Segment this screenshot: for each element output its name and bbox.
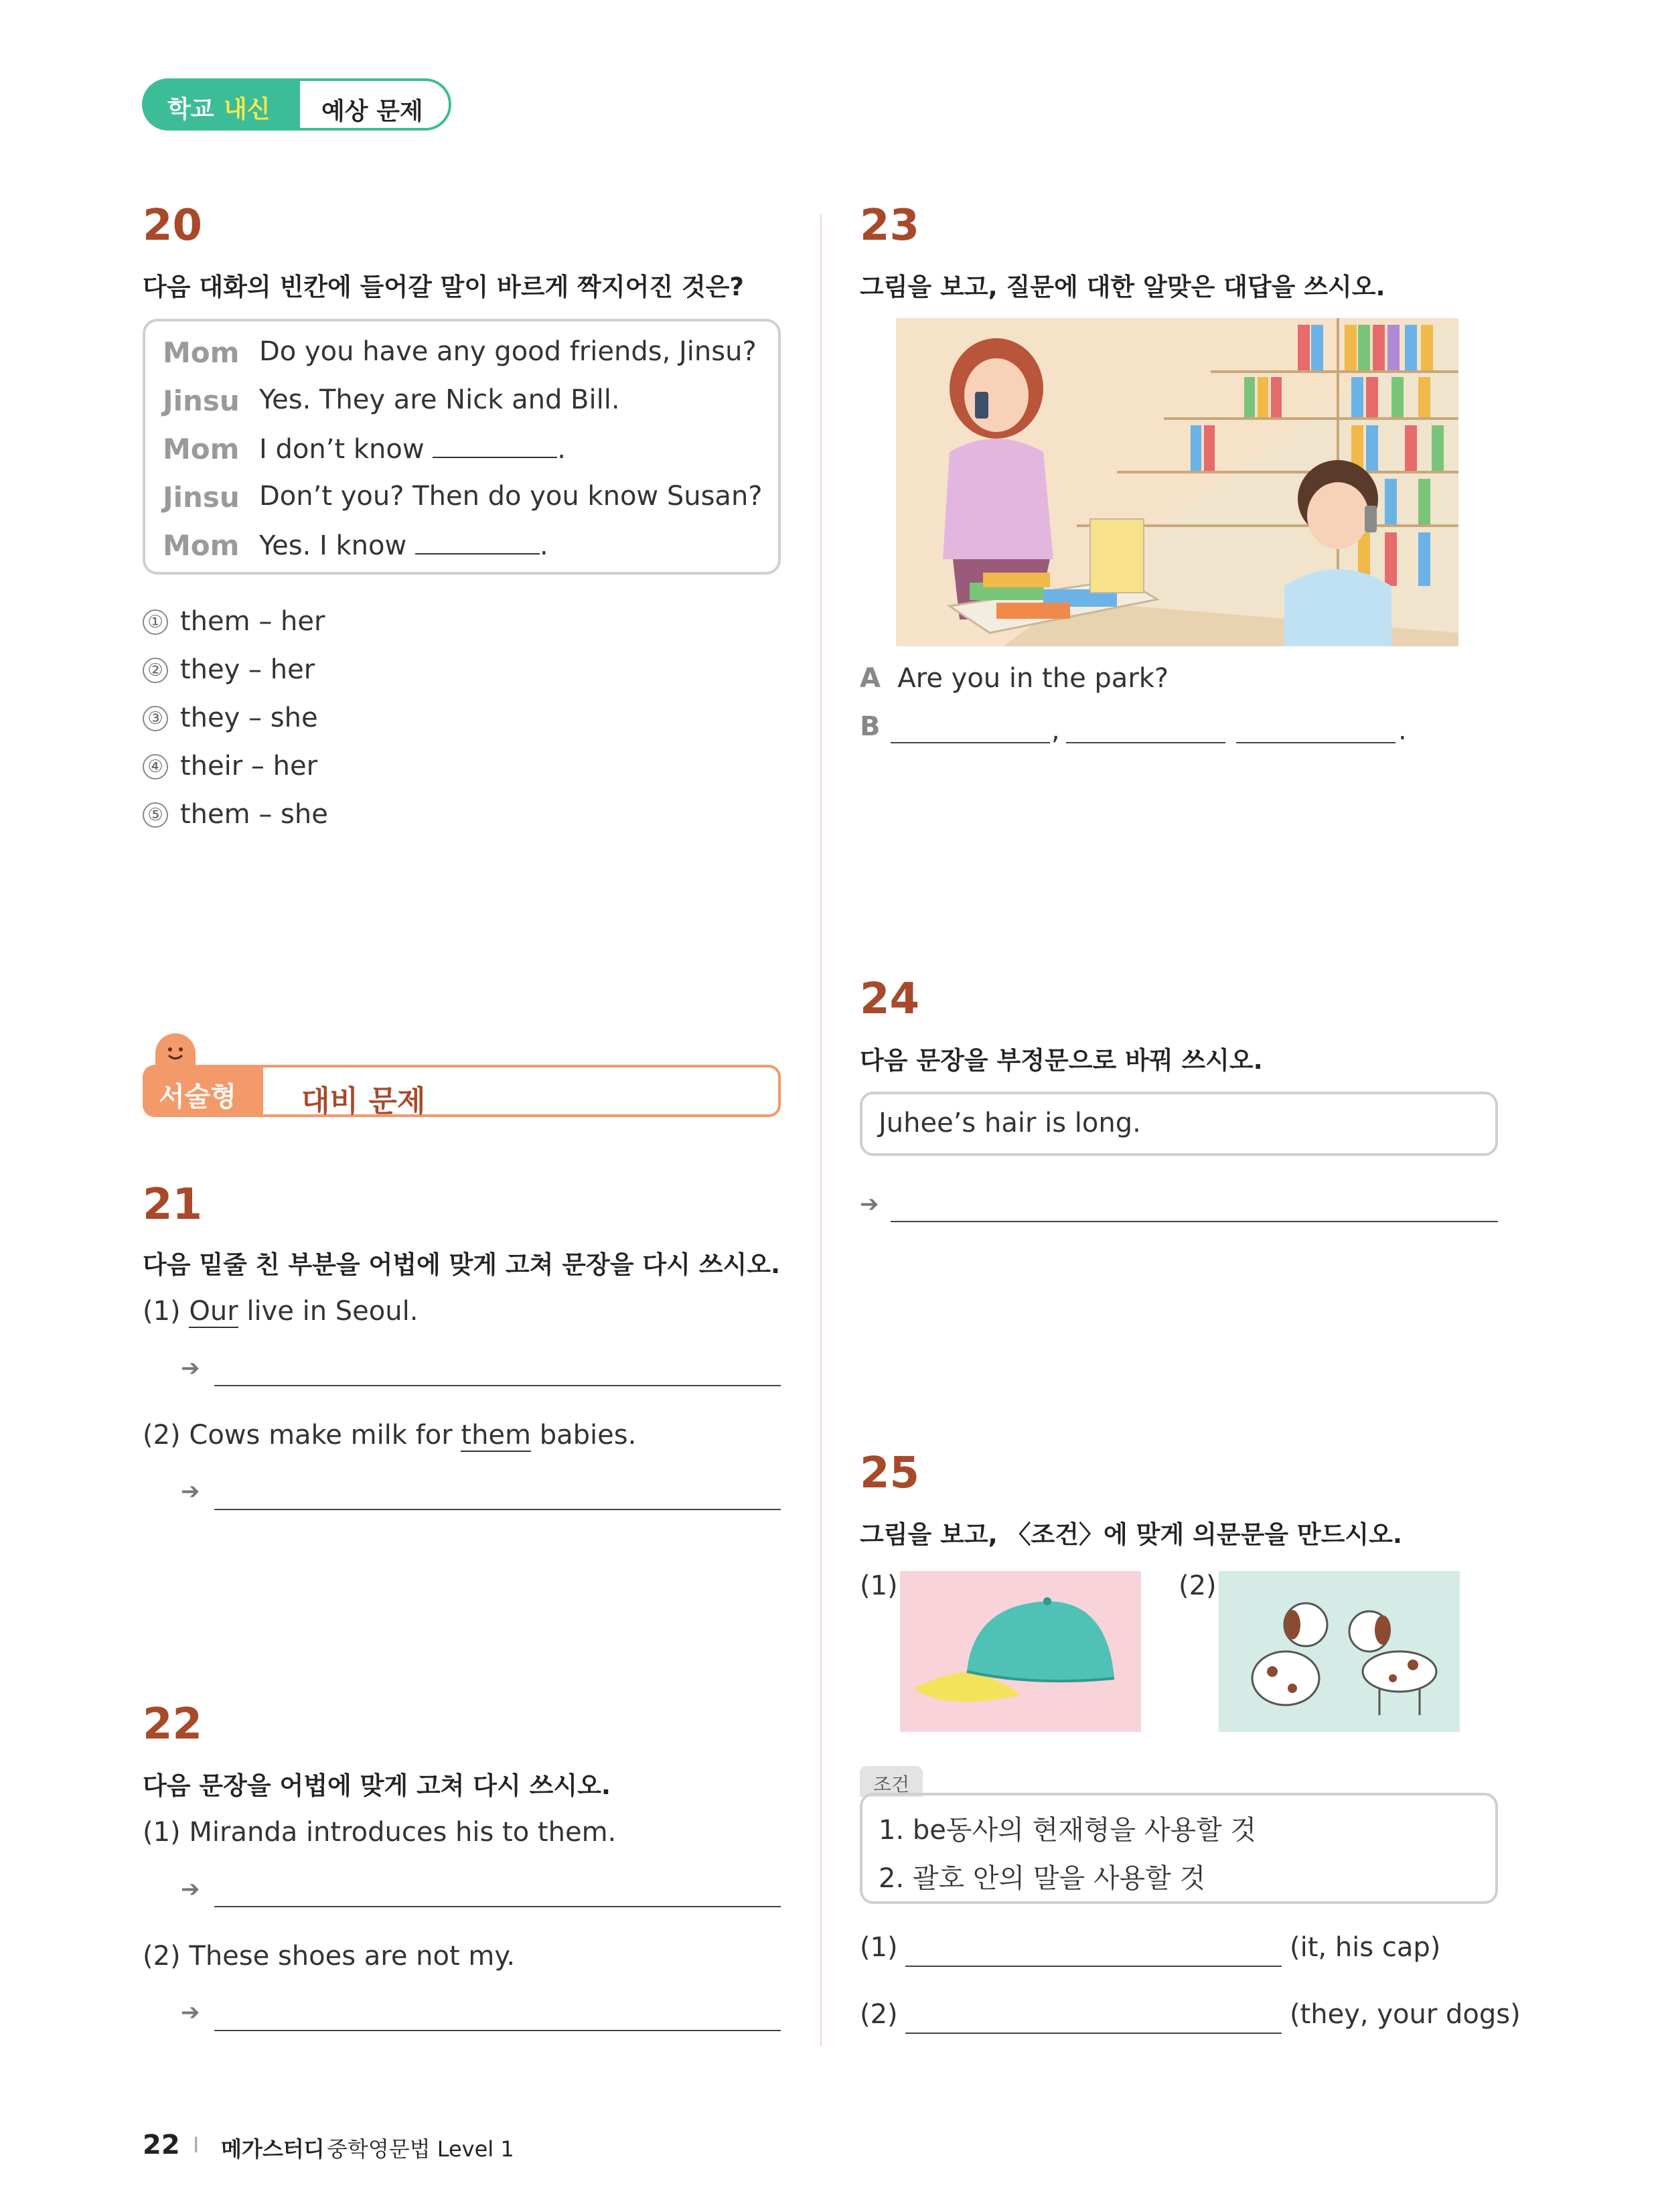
q24-prompt: 다음 문장을 부정문으로 바꿔 쓰시오. — [860, 1046, 1263, 1075]
q25-hint-1: (it, his cap) — [1290, 1932, 1441, 1963]
q22-number: 22 — [143, 1700, 203, 1749]
q23-answer-blank-2[interactable] — [1066, 742, 1225, 743]
header-school-label: 학교 — [167, 96, 214, 123]
q23-answer-blank-3[interactable] — [1236, 742, 1396, 743]
cap-illustration — [900, 1571, 1141, 1732]
condition-tab-label: 조건 — [873, 1773, 910, 1795]
q21-number: 21 — [143, 1180, 203, 1230]
q23-a-line: A Are you in the park? — [860, 663, 1169, 694]
q21-answer-line-1[interactable] — [214, 1385, 781, 1386]
q20-number: 20 — [143, 201, 203, 250]
q20-option-1[interactable]: ① them – her — [143, 606, 325, 637]
q23-number: 23 — [860, 201, 920, 250]
q20-line-4: Don’t you? Then do you know Susan? — [259, 481, 763, 512]
q25-answer-label-1: (1) — [860, 1932, 898, 1963]
q20-dialog-box — [143, 319, 781, 575]
q20-speaker-5: Mom — [163, 529, 240, 562]
header-tab-left — [142, 78, 300, 131]
q23-answer-blank-1[interactable] — [891, 742, 1050, 743]
footer-brand: 메가스터디 — [221, 2136, 325, 2162]
bookstore-illustration — [896, 318, 1458, 646]
arrow-icon: ➔ — [181, 1876, 200, 1903]
arrow-icon: ➔ — [181, 1478, 200, 1505]
q25-answer-line-1[interactable] — [905, 1966, 1282, 1967]
header-naesin-label: 내신 — [224, 96, 271, 123]
q20-prompt: 다음 대화의 빈칸에 들어갈 말이 바르게 짝지어진 것은? — [143, 273, 744, 301]
q20-option-4[interactable]: ④ their – her — [143, 751, 317, 782]
arrow-icon: ➔ — [181, 1355, 200, 1382]
q25-hint-2: (they, your dogs) — [1290, 1999, 1521, 2030]
q24-sentence: Juhee’s hair is long. — [879, 1108, 1141, 1138]
footer-separator: I — [193, 2132, 200, 2158]
q20-option-5[interactable]: ⑤ them – she — [143, 799, 328, 830]
descriptive-banner-tab — [143, 1065, 263, 1117]
q23-prompt: 그림을 보고, 질문에 대한 알맞은 대답을 쓰시오. — [860, 273, 1385, 301]
descriptive-banner — [252, 1065, 781, 1117]
column-divider — [820, 214, 822, 2046]
q21-answer-line-2[interactable] — [214, 1509, 781, 1510]
condition-box — [860, 1793, 1498, 1904]
descriptive-banner-title: 대비 문제 — [301, 1084, 426, 1118]
q20-line-1: Do you have any good friends, Jinsu? — [259, 336, 757, 367]
q24-answer-line[interactable] — [891, 1221, 1498, 1222]
q23-b-line: B — [860, 711, 881, 742]
q22-prompt: 다음 문장을 어법에 맞게 고쳐 다시 쓰시오. — [143, 1771, 611, 1800]
q20-option-2[interactable]: ② they – her — [143, 654, 315, 685]
page-number: 22 — [143, 2130, 180, 2160]
q25-prompt: 그림을 보고, 〈조건〉에 맞게 의문문을 만드시오. — [860, 1520, 1402, 1549]
arrow-icon: ➔ — [181, 1999, 200, 2026]
q22-answer-line-1[interactable] — [214, 1906, 781, 1907]
q22-answer-line-2[interactable] — [214, 2030, 781, 2031]
q25-answer-line-2[interactable] — [905, 2033, 1282, 2034]
q20-speaker-1: Mom — [163, 336, 240, 369]
q22-item-2: (2) These shoes are not my. — [143, 1941, 516, 1972]
q21-item-1: (1) Our live in Seoul. — [143, 1296, 419, 1327]
blank-2 — [415, 529, 540, 555]
q21-item-2: (2) Cows make milk for them babies. — [143, 1420, 637, 1451]
q20-speaker-2: Jinsu — [163, 384, 240, 417]
q20-line-2: Yes. They are Nick and Bill. — [259, 384, 620, 415]
q20-line-3: I don’t know . — [259, 434, 566, 465]
q23-period: . — [1398, 715, 1407, 746]
condition-1: 1. be동사의 현재형을 사용할 것 — [879, 1815, 1257, 1846]
q20-speaker-4: Jinsu — [163, 481, 240, 514]
q25-answer-label-2: (2) — [860, 1999, 898, 2030]
footer-title: 중학영문법 Level 1 — [327, 2136, 514, 2162]
q25-pic2-label: (2) — [1179, 1570, 1217, 1601]
blank-1 — [433, 433, 557, 458]
q22-item-1: (1) Miranda introduces his to them. — [143, 1817, 617, 1848]
descriptive-banner-label: 서술형 — [159, 1082, 236, 1112]
q20-option-3[interactable]: ③ they – she — [143, 703, 318, 733]
q20-speaker-3: Mom — [163, 433, 240, 465]
q24-number: 24 — [860, 974, 920, 1024]
header-tab-right-label: 예상 문제 — [321, 98, 423, 125]
dogs-illustration — [1219, 1571, 1460, 1732]
header-tab-right — [287, 78, 451, 131]
q25-pic1-label: (1) — [860, 1570, 898, 1601]
q25-number: 25 — [860, 1449, 920, 1498]
q24-sentence-box — [860, 1092, 1498, 1156]
condition-2: 2. 괄호 안의 말을 사용할 것 — [879, 1863, 1206, 1894]
q20-line-5: Yes. I know . — [259, 530, 548, 561]
q21-prompt: 다음 밑줄 친 부분을 어법에 맞게 고쳐 문장을 다시 쓰시오. — [143, 1250, 781, 1279]
q23-comma: , — [1051, 715, 1060, 746]
arrow-icon: ➔ — [860, 1191, 879, 1218]
